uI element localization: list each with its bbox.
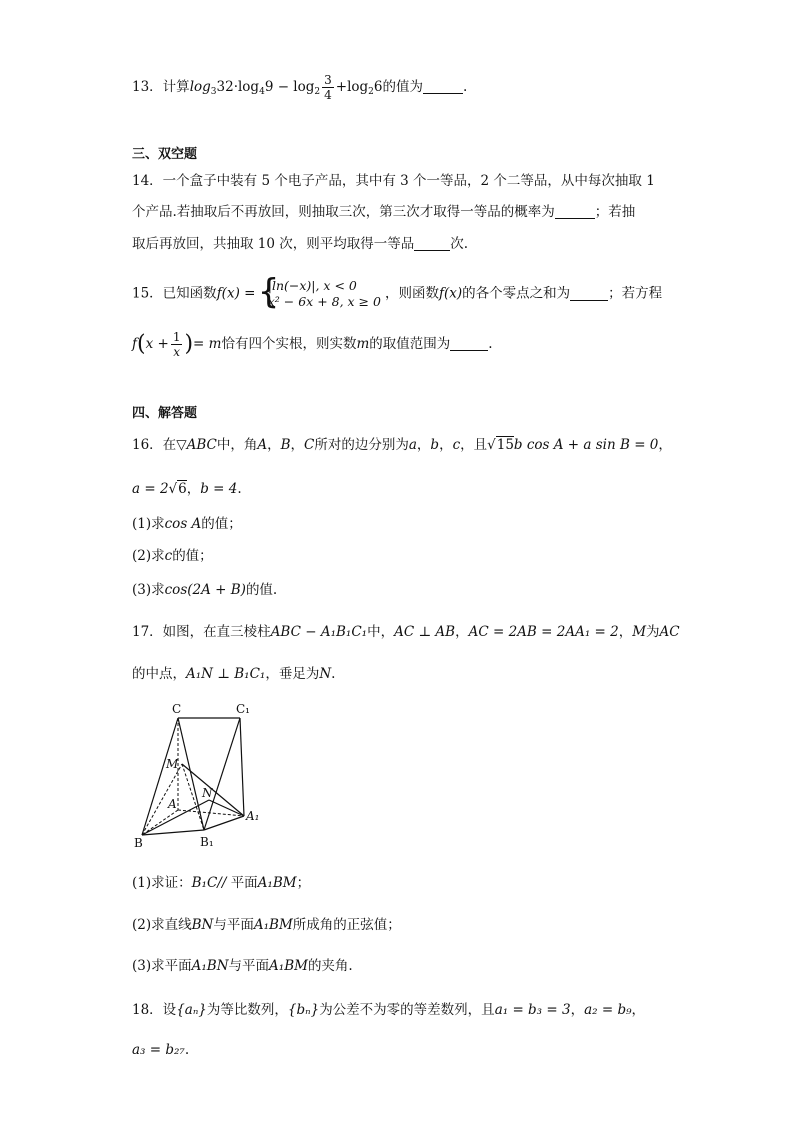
q16-sub-1: (1)求cos A的值； <box>132 516 242 532</box>
edge-MA1 <box>182 764 244 816</box>
q15-answer-blank-1[interactable] <box>570 286 608 301</box>
edge-B1A1 <box>204 816 244 830</box>
q18-line-2: a₃ = b₂₇. <box>132 1042 190 1058</box>
prism-figure <box>132 700 272 850</box>
q17-sub-3: (3)求平面A₁BN与平面A₁BM的夹角. <box>132 958 353 974</box>
q13-prefix: 13．计算 <box>132 79 190 95</box>
edge-CB1 <box>178 718 204 830</box>
q14-line-2: 个产品.若抽取后不再放回，则抽取三次，第三次才取得一等品的概率为 ；若抽 <box>132 204 636 220</box>
q14-line-1: 14．一个盒子中装有 5 个电子产品，其中有 3 个一等品，2 个二等品，从中每次抽取 1 <box>132 173 655 189</box>
section-3-title: 三、双空题 <box>132 147 198 162</box>
q16-line-1: 16．在▽ABC中，角A，B，C所对的边分别为a，b，c，且√15b cos A + a sin B = 0， <box>132 437 672 453</box>
q13-fraction: $\frac{3}{4}$ <box>324 73 332 102</box>
q13-answer-blank[interactable] <box>423 79 463 94</box>
label-A: A <box>168 797 177 811</box>
q15-line-2: f(x + $\frac{1}{x}$ )= m恰有四个实根，则实数m的取值范围为 . <box>132 330 493 359</box>
q15-fraction: $\frac{1}{x}$ <box>172 330 181 359</box>
edge-CB <box>142 718 178 835</box>
q16-sub-3: (3)求cos(2A + B)的值. <box>132 582 278 598</box>
label-N: N <box>202 786 213 800</box>
q14-line-3: 取后再放回，共抽取 10 次，则平均取得一等品 次. <box>132 236 469 252</box>
q18-line-1: 18．设{aₙ}为等比数列，{bₙ}为公差不为零的等差数列，且a₁ = b₃ = 3，a₂ = b₉， <box>132 1002 646 1018</box>
edge-AB-dashed <box>142 810 178 835</box>
q16-line-2: a = 2√6，b = 4. <box>132 481 242 497</box>
question-13: 13．计算$\log_332\cdot\log_49 - \log_2$ $\frac{3}{4}$ $+\log_26$的值为 . <box>132 73 468 102</box>
q17-line-1: 17．如图，在直三棱柱ABC − A₁B₁C₁中，AC ⊥ AB，AC = 2AB = 2AA₁ = 2，M为AC <box>132 624 680 640</box>
q15-piecewise: { |ln(−x)|, x < 0 x² − 6x + 8, x ≥ 0 <box>260 278 381 310</box>
edge-C1A1 <box>240 718 244 816</box>
q15-answer-blank-2[interactable] <box>450 336 488 351</box>
q14-answer-blank-1[interactable] <box>555 204 595 219</box>
label-M: M <box>166 757 179 771</box>
label-A1: A₁ <box>246 809 260 823</box>
section-4-title: 四、解答题 <box>132 406 198 421</box>
q14-answer-blank-2[interactable] <box>414 236 450 251</box>
label-B1: B₁ <box>200 835 214 849</box>
label-B: B <box>134 836 143 850</box>
q16-sub-2: (2)求c的值； <box>132 548 213 564</box>
q15-line-1: 15．已知函数f(x) = { |ln(−x)|, x < 0 x² − 6x + 8, x ≥ 0 ，则函数f(x)的各个零点之和为 ；若方程 <box>132 278 662 310</box>
q17-line-2: 的中点，A₁N ⊥ B₁C₁，垂足为N. <box>132 666 336 682</box>
label-C1: C₁ <box>236 702 250 716</box>
q17-sub-2: (2)求直线BN与平面A₁BM所成角的正弦值； <box>132 917 401 933</box>
label-C: C <box>172 702 182 716</box>
q17-sub-1: (1)求证：B₁C// 平面A₁BM； <box>132 875 311 891</box>
